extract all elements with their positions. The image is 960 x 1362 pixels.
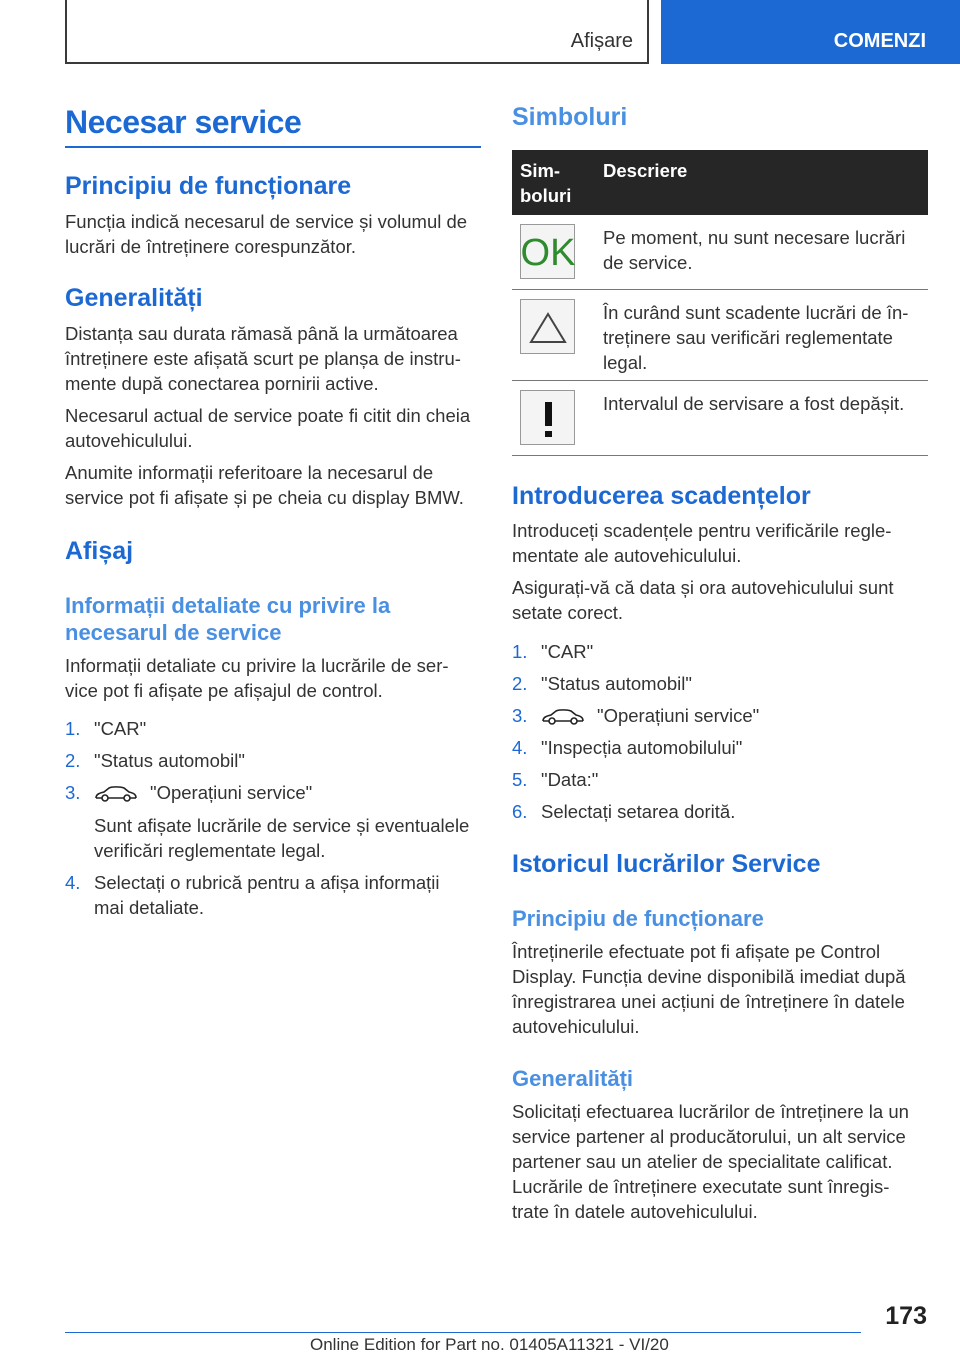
list-item — [65, 870, 481, 895]
list-item — [512, 767, 928, 792]
step-text: "CAR" — [541, 641, 594, 662]
step3-note-1: Sunt afișate lucrările de service și eventualele — [94, 815, 470, 836]
subheading-detailed-info-2: necesarul de service — [65, 620, 282, 645]
step-number: 5. — [512, 769, 528, 790]
paragraph-history-principle-1: Întreținerile efectuate pot fi afișate pe Control — [512, 941, 881, 962]
step-number: 1. — [512, 641, 528, 662]
list-item — [512, 639, 928, 664]
list-item — [65, 780, 481, 805]
step-number: 4. — [65, 872, 81, 893]
step-text: Selectați setarea dorită. — [541, 801, 736, 822]
paragraph-deadlines-1: Introduceți scadențele pentru verificările regle- — [512, 520, 892, 541]
paragraph-principle-1: Funcția indică necesarul de service și volumul de — [65, 211, 468, 232]
exclamation-icon — [520, 390, 575, 445]
page-title: Necesar service — [65, 104, 302, 140]
step-text: "Data:" — [541, 769, 599, 790]
header-tab-controls-label: COMENZI — [833, 30, 926, 52]
paragraph-general-5: autovehiculului. — [65, 430, 193, 451]
ok-icon — [520, 224, 575, 279]
step-text: Selectați o rubrică pentru a afișa informații — [94, 872, 440, 893]
step-text: "Status automobil" — [541, 673, 692, 694]
paragraph-history-principle-2: Display. Funcția devine disponibilă imediat după — [512, 966, 906, 987]
step-text: "Status automobil" — [94, 750, 245, 771]
list-item — [65, 748, 481, 773]
paragraph-general-2: întreținere este afișată scurt pe planșa de instru- — [65, 348, 461, 369]
page-number: 173 — [885, 1302, 927, 1330]
step-number: 3. — [512, 705, 528, 726]
table-row — [512, 215, 928, 290]
step-number: 2. — [512, 673, 528, 694]
header-tab-display-label: Afișare — [570, 30, 633, 52]
step-text: "Inspecția automobilului" — [541, 737, 743, 758]
table-row — [512, 381, 928, 456]
section-heading-deadlines: Introducerea scadențelor — [512, 482, 811, 510]
paragraph-deadlines-4: setate corect. — [512, 602, 624, 623]
list-item — [512, 799, 928, 824]
paragraph-history-principle-3: înregistrarea unei acțiuni de întreținere în datele — [512, 991, 905, 1012]
step-number: 4. — [512, 737, 528, 758]
paragraph-deadlines-2: mentate ale autovehiculului. — [512, 545, 742, 566]
step-number: 6. — [512, 801, 528, 822]
list-item — [512, 703, 928, 728]
paragraph-general-3: mente după conectarea pornirii active. — [65, 373, 379, 394]
list-item — [65, 716, 481, 741]
header-tab-display[interactable] — [65, 0, 649, 64]
paragraph-general-1: Distanța sau durata rămasă până la următoarea — [65, 323, 458, 344]
section-heading-display: Afișaj — [65, 537, 134, 565]
paragraph-principle-2: lucrări de întreținere corespunzător. — [65, 236, 357, 257]
header-cell-symbol: Sim- boluri — [520, 160, 572, 206]
footer-divider — [65, 1332, 861, 1333]
subheading-history-general: Generalități — [512, 1066, 634, 1091]
subheading-history-principle: Principiu de funcționare — [512, 906, 764, 931]
paragraph-history-general-2: service partener al producătorului, un alt service — [512, 1126, 906, 1147]
step-text-with-icon — [541, 703, 759, 728]
step-text: "CAR" — [94, 718, 147, 739]
header-cell-description: Descriere — [603, 160, 688, 181]
section-heading-symbols: Simboluri — [512, 103, 628, 131]
paragraph-history-general-4: Lucrările de întreținere executate sunt înregis- — [512, 1176, 890, 1197]
section-heading-general: Generalități — [65, 284, 203, 312]
paragraph-history-general-3: partener sau un atelier de specialitate calificat. — [512, 1151, 893, 1172]
paragraph-general-4: Necesarul actual de service poate fi citit din cheia — [65, 405, 471, 426]
paragraph-general-6: Anumite informații referitoare la necesarul de — [65, 462, 434, 483]
title-divider — [65, 146, 481, 148]
car-icon — [94, 785, 138, 803]
step3-note-2: verificări reglementate legal. — [94, 840, 326, 861]
paragraph-history-general-5: trate în datele autovehiculului. — [512, 1201, 758, 1222]
subheading-detailed-info-1: Informații detaliate cu privire la — [65, 593, 391, 618]
row-description: Intervalul de servisare a fost depășit. — [603, 393, 905, 414]
paragraph-history-general-1: Solicitați efectuarea lucrărilor de întreținere la un — [512, 1101, 909, 1122]
row-description: În curând sunt scadente lucrări de în- treținere sau verificări reglementate legal. — [603, 302, 909, 373]
list-item — [512, 671, 928, 696]
step4-continuation: mai detaliate. — [94, 897, 205, 918]
warning-triangle-icon — [520, 299, 575, 354]
paragraph-detailed-1: Informații detaliate cu privire la lucrările de ser- — [65, 655, 449, 676]
header-tab-controls[interactable] — [661, 0, 960, 64]
list-item — [512, 735, 928, 760]
footer-edition: Online Edition for Part no. 01405A11321 - VI/20 — [310, 1335, 669, 1354]
step-text-with-icon — [94, 780, 312, 805]
svg-text:OK: OK — [521, 232, 576, 274]
paragraph-history-principle-4: autovehiculului. — [512, 1016, 640, 1037]
step-number: 3. — [65, 782, 81, 803]
step-label: "Operațiuni service" — [150, 782, 313, 803]
step-number: 2. — [65, 750, 81, 771]
paragraph-deadlines-3: Asigurați-vă că data și ora autovehiculului sunt — [512, 577, 894, 598]
section-heading-principle: Principiu de funcționare — [65, 172, 352, 200]
car-icon — [541, 708, 585, 726]
symbols-table-header — [512, 150, 928, 215]
row-description: Pe moment, nu sunt necesare lucrări de service. — [603, 227, 906, 273]
paragraph-detailed-2: vice pot fi afișate pe afișajul de control. — [65, 680, 383, 701]
paragraph-general-7: service pot fi afișate și pe cheia cu display BMW. — [65, 487, 464, 508]
table-row — [512, 290, 928, 381]
step-label: "Operațiuni service" — [597, 705, 760, 726]
section-heading-history: Istoricul lucrărilor Service — [512, 850, 821, 878]
step-number: 1. — [65, 718, 81, 739]
